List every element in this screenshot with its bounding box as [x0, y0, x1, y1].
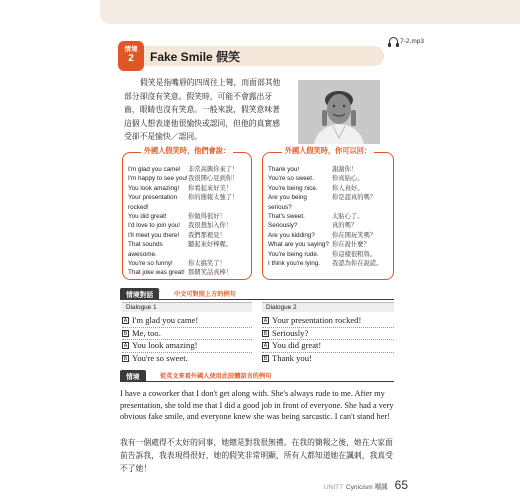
phrase-chinese: 非常高興你來了！	[188, 166, 239, 173]
speaker-marker: A	[263, 343, 268, 350]
phrase-chinese: 太貼心了。	[332, 213, 364, 221]
dialogue-text: Thank you!	[272, 352, 312, 363]
phrase-english: You're so sweet.	[268, 175, 314, 183]
dialogue-line	[262, 315, 394, 327]
phrase-english: rocked!	[128, 203, 149, 211]
dialogue-line	[122, 353, 252, 365]
phrase-chinese: 我很開心見到你！	[188, 175, 239, 183]
phrase-english: You did great!	[128, 213, 167, 221]
dialogue-section-bar	[120, 288, 394, 300]
phrase-english: You're being nice.	[268, 184, 318, 192]
phrase-chinese: 我認為你在說謊。	[332, 260, 383, 268]
phrase-english: That joke was great!	[128, 269, 185, 277]
phrases-said-card	[122, 146, 252, 280]
phrase-english: I'm happy to see you!	[128, 175, 188, 183]
dialogue-text: You did great!	[272, 340, 322, 351]
phrase-english: I'd love to join you!	[128, 222, 180, 230]
dialogue-1-lines	[122, 315, 252, 364]
dialogue-line	[122, 340, 252, 352]
phrase-chinese: 你在說什麼？	[332, 241, 370, 249]
phrase-english: I think you're lying.	[268, 260, 320, 268]
story-section-bar	[120, 370, 394, 382]
phrase-row	[128, 231, 247, 240]
phrase-chinese: 你的簡報太強了！	[188, 194, 239, 202]
dialogue-text: I'm glad you came!	[132, 315, 199, 325]
phrase-row	[268, 184, 389, 193]
phrase-english: What are you saying?	[268, 241, 329, 249]
phrase-chinese: 那個笑話真棒！	[188, 269, 233, 277]
speaker-marker: B	[263, 356, 268, 363]
phrase-row	[268, 240, 389, 249]
story-chinese: 我有一個處得不太好的同事，她總是對我很無禮。在我的簡報之後，她在大家面前告訴我，我表現得很好，她的假笑非常明顯，所有人都知道她在諷刺，我真受不了她！	[120, 438, 393, 474]
footer-topic: Cynicism 嘲諷	[345, 484, 388, 491]
phrase-row	[268, 250, 389, 259]
phrase-english: You're being rude.	[268, 250, 319, 258]
dialogue-1-title: Dialogue 1	[122, 302, 252, 312]
dialogue-line	[262, 328, 394, 340]
badge-number: 2	[128, 53, 134, 64]
badge-label: 情境	[124, 46, 138, 53]
dialogue-2-lines	[262, 315, 394, 364]
phrase-chinese: 你在開玩笑嗎？	[332, 231, 377, 239]
speaker-marker: B	[263, 330, 268, 337]
dialogue-text: Seriously?	[272, 327, 309, 338]
intro-paragraph: 假笑是指嘴唇的四周往上彎，而面部其他部分卻沒有笑意。假笑時，可能不會露出牙齒，眼睛也沒有笑意。一般來說，假笑意味著這個人想表達他很愉快或認同，但他的真實感受卻不是愉快／認同。	[124, 78, 281, 142]
phrase-chinese: 我很想加入你！	[188, 222, 233, 230]
speaker-marker: A	[263, 318, 268, 325]
phrase-english: You're so funny!	[128, 260, 173, 268]
phrase-english: I'll meet you there!	[128, 231, 180, 239]
phrases-reply-card	[262, 146, 394, 280]
phrase-chinese: 你看起來好美！	[188, 184, 233, 192]
phrase-english: I'm glad you came!	[128, 166, 181, 173]
phrase-chinese: 謝謝你！	[332, 166, 358, 173]
speaker-marker: A	[123, 343, 128, 350]
phrase-row	[128, 174, 247, 183]
phrase-english: That's sweet.	[268, 213, 305, 221]
page-footer	[324, 478, 408, 492]
dialogue-text: Me, too.	[132, 327, 161, 338]
speaker-marker: A	[123, 318, 128, 325]
speaker-marker: B	[123, 330, 128, 337]
phrase-row	[128, 203, 247, 212]
fake-smile-photo	[298, 80, 380, 144]
phrase-row	[128, 184, 247, 193]
phrase-english: You look amazing!	[128, 184, 180, 192]
phrase-row	[128, 268, 247, 277]
phrase-english: That sounds awesome.	[128, 241, 163, 258]
phrases-reply-list	[268, 165, 389, 268]
phrase-chinese: 你做得很好！	[188, 213, 226, 221]
phrase-row	[128, 240, 247, 259]
story-section-subtitle: 從英文來看外國人使用此肢體語言的例句	[160, 373, 272, 380]
dialogue-line	[262, 340, 394, 352]
phrase-row	[128, 165, 247, 174]
page-top-tab	[100, 0, 520, 24]
phrase-english: Your presentation	[128, 194, 178, 202]
phrase-chinese: 你是認真的嗎？	[332, 194, 377, 202]
phrase-row	[268, 165, 389, 174]
dialogue-text: Your presentation rocked!	[272, 315, 362, 325]
phrases-said-list	[128, 165, 247, 278]
phrase-english: Seriously?	[268, 222, 298, 230]
phrase-row	[268, 212, 389, 221]
phrase-row	[128, 212, 247, 221]
scenario-badge	[118, 41, 144, 71]
phrase-row	[268, 174, 389, 183]
dialogue-line	[122, 328, 252, 340]
headphones-icon	[389, 37, 398, 45]
phrase-row	[268, 259, 389, 268]
phrase-chinese: 你這樣很粗魯。	[332, 250, 377, 258]
phrase-english: Are you kidding?	[268, 231, 315, 239]
audio-track-label: 7-2.mp3	[400, 37, 424, 45]
phrase-chinese: 我們那裡見！	[188, 231, 226, 239]
phrase-row	[128, 193, 247, 202]
phrases-reply-title: 外國人假笑時，你可以回：	[282, 146, 374, 155]
section-title: Fake Smile 假笑	[130, 46, 384, 66]
phrase-row	[268, 193, 389, 202]
phrase-row	[268, 231, 389, 240]
phrase-english: Are you being	[268, 194, 307, 202]
dialogue-section-subtitle: 中文可對照上方的例句	[174, 291, 236, 298]
dialogue-text: You look amazing!	[132, 340, 198, 351]
phrases-said-title: 外國人假笑時，他們會說：	[141, 146, 233, 155]
phrase-row	[268, 203, 389, 212]
dialogue-2-title: Dialogue 2	[262, 302, 394, 312]
dialogue-section-label: 情境對話	[120, 288, 159, 300]
dialogue-line	[122, 315, 252, 327]
story-section-label: 情境	[120, 370, 146, 382]
story-english: I have a coworker that I don't get along with. She's always rude to me. After my presentation, she told me that I did a good job in front of everyone. She had a very obvious fake smile, and everyone knew she was being sarcastic. I can't stand her!	[120, 389, 394, 422]
phrase-english: Thank you!	[268, 166, 300, 173]
phrase-chinese: 你真貼心。	[332, 175, 364, 183]
phrase-row	[128, 259, 247, 268]
footer-unit: UNIT7	[323, 484, 343, 491]
phrase-chinese: 聽起來好棒喔。	[188, 241, 233, 249]
phrase-english: serious?	[268, 203, 292, 211]
phrase-chinese: 真的嗎？	[332, 222, 358, 230]
phrase-row	[128, 221, 247, 230]
dialogue-1	[122, 302, 252, 364]
speaker-marker: B	[123, 356, 128, 363]
phrase-row	[268, 221, 389, 230]
dialogue-text: You're so sweet.	[132, 352, 188, 363]
audio-track[interactable]	[389, 37, 424, 45]
phrase-chinese: 你太搞笑了！	[188, 260, 226, 268]
dialogue-line	[262, 353, 394, 365]
section-header	[120, 46, 384, 66]
man-fake-smile-image	[298, 80, 380, 144]
phrase-chinese: 你人真好。	[332, 184, 364, 192]
dialogue-2	[262, 302, 394, 364]
page-number: 65	[394, 478, 408, 492]
